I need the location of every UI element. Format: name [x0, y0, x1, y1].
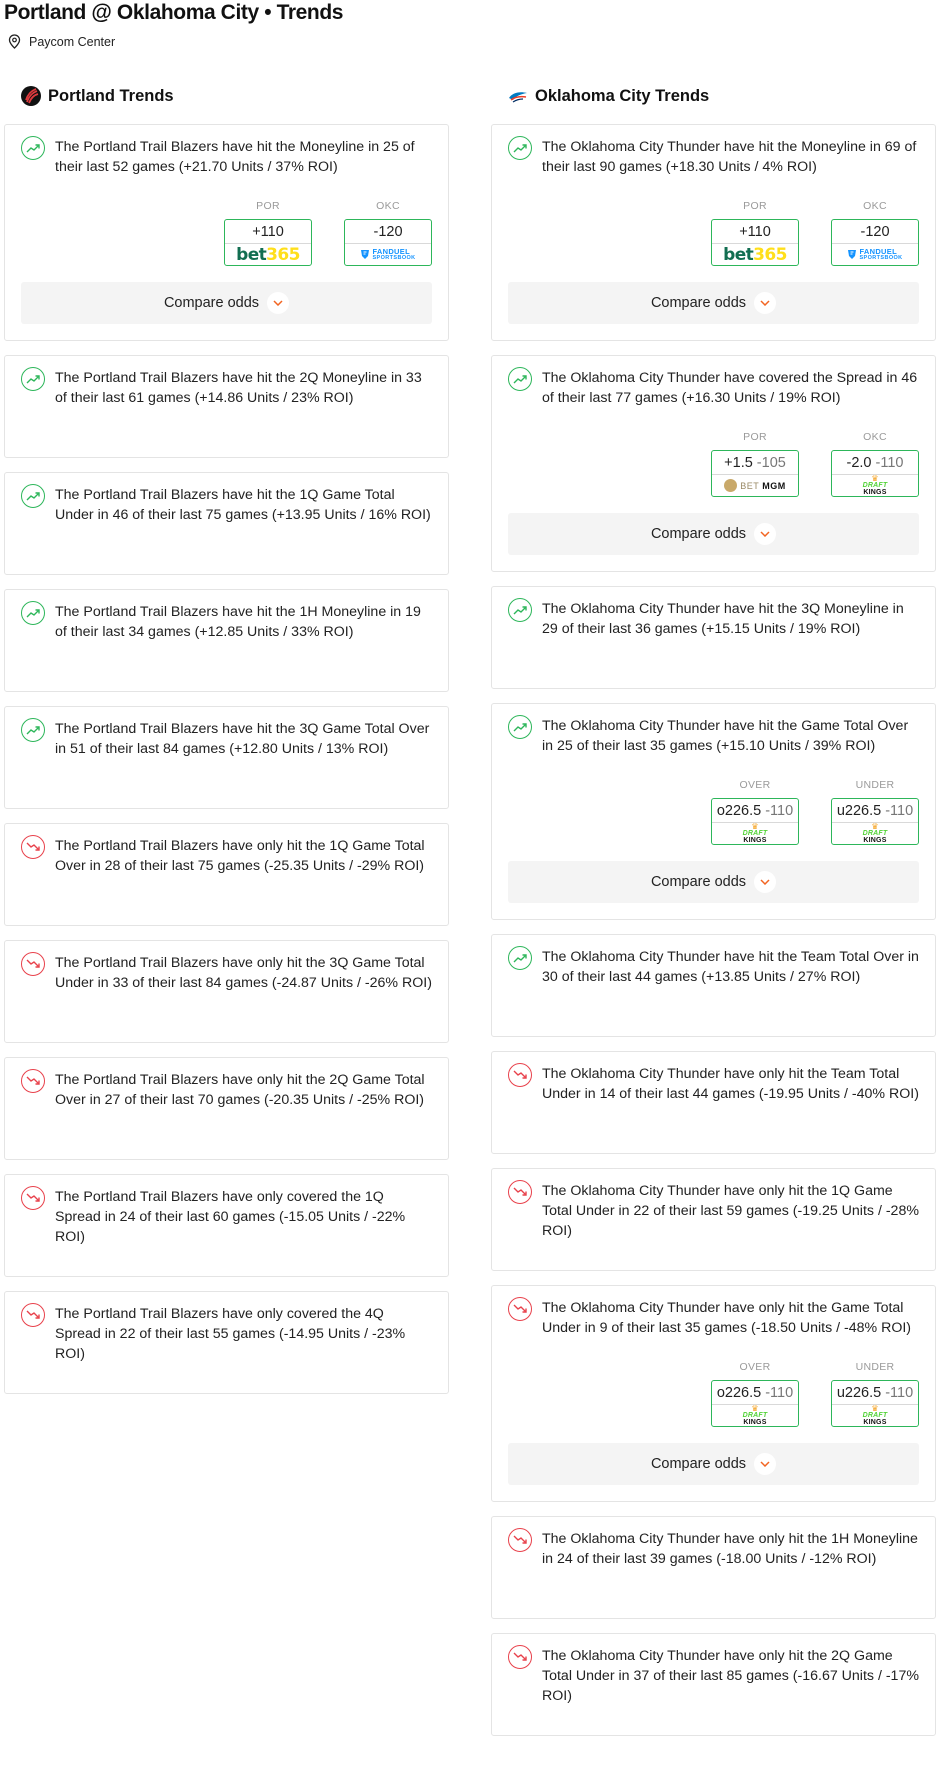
odds-line: u226.5 [836, 802, 882, 819]
fanduel-logo-icon: FANDUEL SPORTSBOOK [360, 248, 415, 262]
trend-card [4, 823, 449, 926]
trend-text: The Portland Trail Blazers have only hit the 1Q Game Total Over in 28 of their last 75 games (-25.35 Units / -29% ROI) [55, 838, 425, 874]
portland-trends-header [20, 84, 449, 108]
chevron-down-icon [754, 292, 776, 314]
trending-up-icon [21, 601, 45, 625]
trend-text: The Oklahoma City Thunder have hit the 3Q Moneyline in 29 of their last 36 games (+15.15 Units / 19% ROI) [542, 601, 904, 637]
trend-row [508, 1063, 919, 1104]
odds-line: +110 [252, 223, 284, 240]
sportsbook-logo [712, 1404, 798, 1426]
odds-line: o226.5 [716, 1384, 762, 1401]
odds-column [711, 779, 799, 845]
chevron-down-icon [754, 1453, 776, 1475]
compare-odds-label: Compare odds [650, 526, 747, 542]
trend-row [508, 715, 919, 756]
odds-juice: -110 [885, 1384, 914, 1401]
odds-button[interactable] [831, 798, 919, 845]
trending-up-icon [508, 946, 532, 970]
odds-line: +1.5 [724, 454, 753, 471]
trending-down-icon [21, 835, 45, 859]
trend-card [4, 940, 449, 1043]
trending-up-icon [21, 367, 45, 391]
trend-row [508, 1297, 919, 1338]
draftkings-logo-icon: ♛ DRAFT KINGS [742, 1404, 768, 1426]
trending-down-icon [508, 1645, 532, 1669]
draftkings-logo-icon: ♛ DRAFT KINGS [862, 474, 888, 496]
odds-juice: -110 [765, 1384, 794, 1401]
odds-label: POR [743, 200, 767, 212]
odds-button[interactable] [831, 1380, 919, 1427]
odds-area [21, 200, 432, 266]
trend-card [4, 124, 449, 341]
odds-label: OKC [863, 431, 887, 443]
trend-text: The Portland Trail Blazers have hit the 1Q Game Total Under in 46 of their last 75 games (+13.95 Units / 16% ROI) [55, 487, 431, 523]
odds-button[interactable] [224, 219, 312, 266]
trend-text: The Oklahoma City Thunder have hit the Moneyline in 69 of their last 90 games (+18.30 Units / 4% ROI) [542, 139, 917, 175]
okc-trends-column [491, 84, 936, 1736]
trending-down-icon [21, 1186, 45, 1210]
trend-row [21, 367, 432, 408]
portland-trends-column [4, 84, 449, 1394]
compare-odds-label: Compare odds [650, 1456, 747, 1472]
okc-trends-header [507, 84, 936, 108]
odds-area [508, 200, 919, 266]
trend-row [21, 136, 432, 177]
compare-odds-button[interactable] [508, 1443, 919, 1485]
trend-row [21, 1303, 432, 1364]
sportsbook-logo [225, 243, 311, 265]
odds-label: OVER [739, 779, 771, 791]
trend-card [4, 706, 449, 809]
odds-value [832, 799, 918, 822]
draftkings-logo-icon: ♛ DRAFT KINGS [862, 822, 888, 844]
trending-down-icon [21, 952, 45, 976]
sportsbook-logo [832, 243, 918, 265]
sportsbook-logo [712, 474, 798, 496]
odds-label: OKC [376, 200, 400, 212]
odds-line: o226.5 [716, 802, 762, 819]
trend-text: The Oklahoma City Thunder have covered the Spread in 46 of their last 77 games (+16.30 Units / 19% ROI) [542, 370, 918, 406]
trend-card [491, 1285, 936, 1502]
compare-odds-button[interactable] [508, 861, 919, 903]
odds-value [225, 220, 311, 243]
trend-text: The Oklahoma City Thunder have only hit the Team Total Under in 14 of their last 44 games (-19.95 Units / -40% ROI) [542, 1066, 919, 1102]
odds-label: OVER [739, 1361, 771, 1373]
trend-text: The Oklahoma City Thunder have only hit the 1H Moneyline in 24 of their last 39 games (-18.00 Units / -12% ROI) [542, 1531, 918, 1567]
trend-card [4, 589, 449, 692]
odds-line: u226.5 [836, 1384, 882, 1401]
odds-line: -120 [373, 223, 403, 240]
trend-text: The Portland Trail Blazers have hit the 1H Moneyline in 19 of their last 34 games (+12.85 Units / 33% ROI) [55, 604, 421, 640]
sportsbook-logo [345, 243, 431, 265]
page-title: Portland @ Oklahoma City • Trends [4, 1, 344, 24]
trending-up-icon [508, 367, 532, 391]
trend-row [508, 1645, 919, 1706]
location-pin-icon [8, 34, 21, 49]
odds-button[interactable] [711, 219, 799, 266]
trend-card [4, 1057, 449, 1160]
trend-text: The Portland Trail Blazers have hit the 3Q Game Total Over in 51 of their last 84 games (+12.80 Units / 13% ROI) [55, 721, 430, 757]
trending-up-icon [508, 715, 532, 739]
trend-card [491, 1168, 936, 1271]
odds-column [711, 200, 799, 266]
odds-juice: -110 [885, 802, 914, 819]
odds-juice: -110 [765, 802, 794, 819]
trend-card [491, 355, 936, 572]
okc-trends-title: Oklahoma City Trends [535, 86, 710, 105]
bet365-logo-icon: bet365 [236, 244, 300, 265]
odds-column [711, 431, 799, 497]
odds-label: OKC [863, 200, 887, 212]
odds-column [344, 200, 432, 266]
trend-text: The Oklahoma City Thunder have only hit the Game Total Under in 9 of their last 35 games (-18.50 Units / -48% ROI) [542, 1300, 912, 1336]
odds-label: UNDER [855, 1361, 895, 1373]
odds-value [712, 451, 798, 474]
trend-row [508, 1180, 919, 1241]
trend-card [4, 1291, 449, 1394]
trend-text: The Oklahoma City Thunder have hit the Game Total Over in 25 of their last 35 games (+15.10 Units / 39% ROI) [542, 718, 909, 754]
trend-row [508, 136, 919, 177]
trend-card [491, 124, 936, 341]
sportsbook-logo [712, 243, 798, 265]
compare-odds-button[interactable] [21, 282, 432, 324]
chevron-down-icon [267, 292, 289, 314]
trend-text: The Oklahoma City Thunder have only hit the 2Q Game Total Under in 37 of their last 85 games (-16.67 Units / -17% ROI) [542, 1648, 919, 1704]
fanduel-logo-icon: FANDUEL SPORTSBOOK [847, 248, 902, 262]
trending-up-icon [508, 136, 532, 160]
trending-up-icon [21, 718, 45, 742]
betmgm-logo-icon: BET MGM [724, 479, 786, 492]
trail-blazers-logo-icon [20, 85, 42, 107]
trend-row [21, 601, 432, 642]
odds-column [831, 431, 919, 497]
sportsbook-logo [832, 474, 918, 496]
trending-down-icon [508, 1063, 532, 1087]
chevron-down-icon [754, 871, 776, 893]
odds-value [345, 220, 431, 243]
trend-row [21, 835, 432, 876]
odds-line: -2.0 [846, 454, 872, 471]
sportsbook-logo [832, 1404, 918, 1426]
trend-row [21, 952, 432, 993]
trend-row [508, 1528, 919, 1569]
compare-odds-button[interactable] [508, 282, 919, 324]
trend-row [508, 946, 919, 987]
trending-down-icon [21, 1069, 45, 1093]
trend-text: The Portland Trail Blazers have hit the 2Q Moneyline in 33 of their last 61 games (+14.86 Units / 23% ROI) [55, 370, 422, 406]
odds-button[interactable] [831, 219, 919, 266]
portland-trend-list [4, 124, 449, 1394]
trend-text: The Oklahoma City Thunder have hit the Team Total Over in 30 of their last 44 games (+13.85 Units / 27% ROI) [542, 949, 919, 985]
portland-trends-title: Portland Trends [48, 86, 174, 105]
thunder-logo-icon [507, 85, 529, 107]
sportsbook-logo [712, 822, 798, 844]
odds-button[interactable] [711, 1380, 799, 1427]
sportsbook-logo [832, 822, 918, 844]
trend-row [21, 718, 432, 759]
okc-trend-list [491, 124, 936, 1736]
trend-card [4, 472, 449, 575]
trend-card [491, 1633, 936, 1736]
odds-label: POR [256, 200, 280, 212]
odds-juice: -110 [875, 454, 904, 471]
trend-card [4, 1174, 449, 1277]
trend-row [21, 1069, 432, 1110]
odds-label: POR [743, 431, 767, 443]
trending-up-icon [21, 484, 45, 508]
compare-odds-label: Compare odds [163, 295, 260, 311]
compare-odds-button[interactable] [508, 513, 919, 555]
trend-text: The Portland Trail Blazers have only covered the 4Q Spread in 22 of their last 55 games (-14.95 Units / -23% ROI) [55, 1306, 406, 1362]
venue-name: Paycom Center [29, 34, 116, 49]
draftkings-logo-icon: ♛ DRAFT KINGS [862, 1404, 888, 1426]
bet365-logo-icon: bet365 [723, 244, 787, 265]
odds-value [712, 220, 798, 243]
odds-area [508, 431, 919, 497]
trend-text: The Portland Trail Blazers have only hit the 3Q Game Total Under in 33 of their last 84 games (-24.87 Units / -26% ROI) [55, 955, 432, 991]
draftkings-logo-icon: ♛ DRAFT KINGS [742, 822, 768, 844]
odds-value [832, 1381, 918, 1404]
trend-row [21, 1186, 432, 1247]
trend-card [491, 703, 936, 920]
trend-row [508, 367, 919, 408]
odds-button[interactable] [831, 450, 919, 497]
odds-value [832, 220, 918, 243]
compare-odds-label: Compare odds [650, 295, 747, 311]
trending-up-icon [21, 136, 45, 160]
trend-card [491, 934, 936, 1037]
trend-text: The Portland Trail Blazers have hit the Moneyline in 25 of their last 52 games (+21.70 Units / 37% ROI) [55, 139, 415, 175]
odds-line: -120 [860, 223, 890, 240]
odds-area [508, 1361, 919, 1427]
trend-card [491, 1051, 936, 1154]
odds-value [712, 799, 798, 822]
odds-column [831, 779, 919, 845]
odds-button[interactable] [711, 798, 799, 845]
trending-down-icon [508, 1528, 532, 1552]
odds-column [831, 200, 919, 266]
compare-odds-label: Compare odds [650, 874, 747, 890]
trend-card [491, 586, 936, 689]
odds-label: UNDER [855, 779, 895, 791]
odds-column [831, 1361, 919, 1427]
trend-row [508, 598, 919, 639]
odds-column [711, 1361, 799, 1427]
trend-text: The Portland Trail Blazers have only hit the 2Q Game Total Over in 27 of their last 70 games (-20.35 Units / -25% ROI) [55, 1072, 425, 1108]
odds-area [508, 779, 919, 845]
odds-value [832, 451, 918, 474]
trend-text: The Portland Trail Blazers have only covered the 1Q Spread in 24 of their last 60 games (-15.05 Units / -22% ROI) [55, 1189, 406, 1245]
odds-column [224, 200, 312, 266]
chevron-down-icon [754, 523, 776, 545]
odds-line: +110 [739, 223, 771, 240]
trending-down-icon [21, 1303, 45, 1327]
odds-juice: -105 [756, 454, 786, 471]
venue [8, 34, 115, 49]
trending-down-icon [508, 1297, 532, 1321]
trend-text: The Oklahoma City Thunder have only hit the 1Q Game Total Under in 22 of their last 59 games (-19.25 Units / -28% ROI) [542, 1183, 919, 1239]
trending-down-icon [508, 1180, 532, 1204]
trend-card [491, 1516, 936, 1619]
odds-button[interactable] [711, 450, 799, 497]
trending-up-icon [508, 598, 532, 622]
trend-card [4, 355, 449, 458]
odds-value [712, 1381, 798, 1404]
odds-button[interactable] [344, 219, 432, 266]
trend-row [21, 484, 432, 525]
